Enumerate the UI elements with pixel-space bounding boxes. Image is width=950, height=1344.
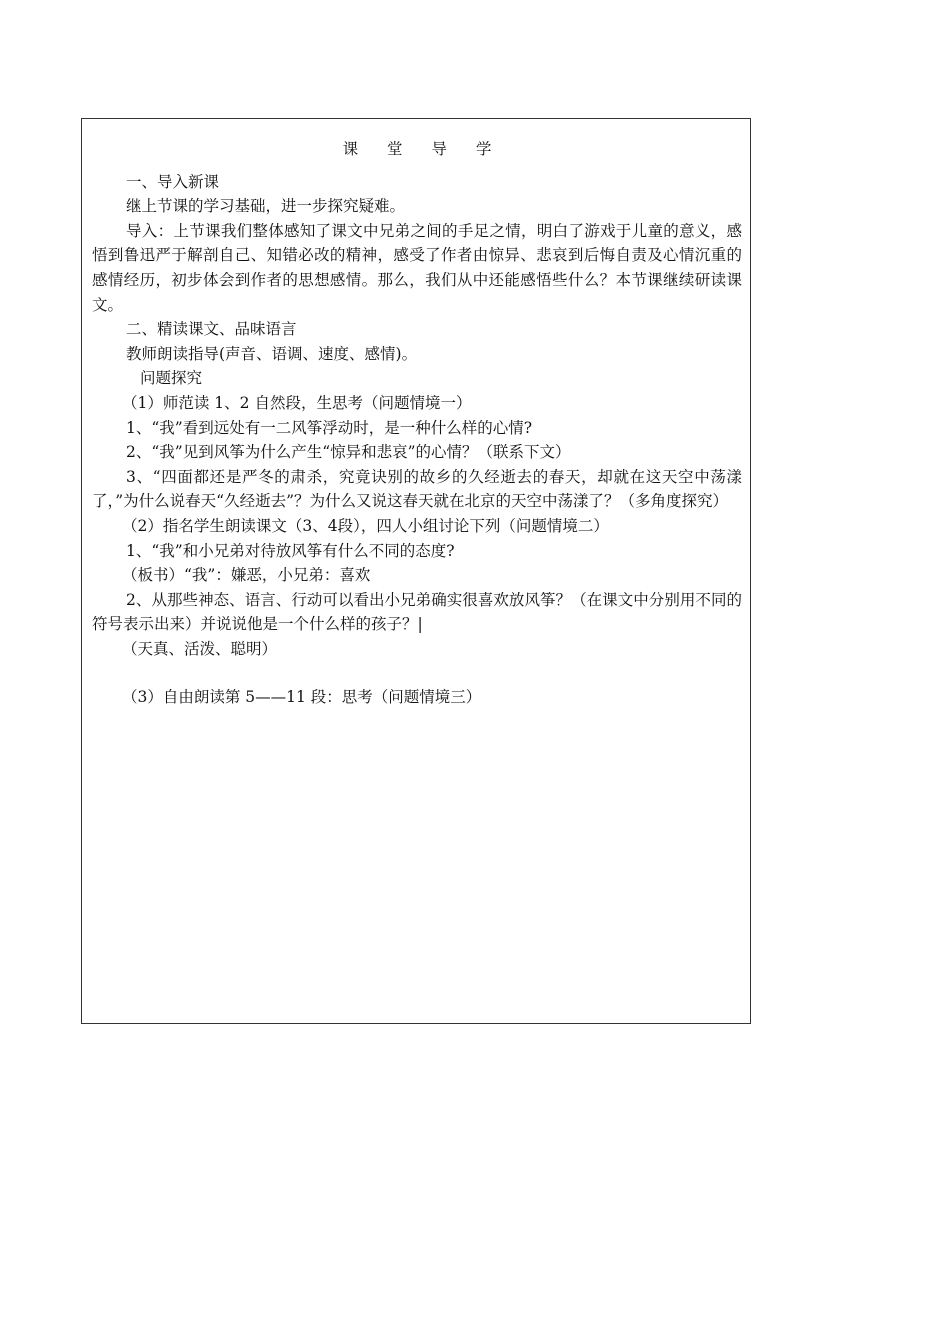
question: 1、“我”和小兄弟对待放风筝有什么不同的态度? — [126, 541, 455, 560]
page-title: 课 堂 导 学 — [342, 140, 504, 158]
paragraph: （天真、活泼、聪明） — [122, 639, 278, 658]
lesson-box — [81, 118, 751, 1024]
paragraph: 导入：上节课我们整体感知了课文中兄弟之间的手足之情，明白了游戏于儿童的意义，感悟到鲁迅严于解剖自己、知错必改的精神，感受了作者由惊异、悲哀到后悔自责及心情沉重的感情经历，初步体会到作者的思想感情。那么，我们从中还能感悟些什么？本节课继续研读课文。 — [92, 221, 742, 314]
question: 2、“我”见到风筝为什么产生“惊异和悲哀”的心情？（联系下文） — [126, 443, 571, 462]
paragraph: 教师朗读指导(声音、语调、速度、感情)。 — [126, 344, 418, 363]
question: 3、“四面都还是严冬的肃杀，究竟诀别的故乡的久经逝去的春天，却就在这天空中荡漾了，”为什么说春天“久经逝去”？为什么又说这春天就在北京的天空中荡漾了？（多角度探究） — [92, 467, 742, 511]
subheading: 问题探究 — [140, 369, 203, 388]
paragraph: （2）指名学生朗读课文（3、4段），四人小组讨论下列（问题情境二） — [122, 516, 609, 535]
question: 2、从那些神态、语言、行动可以看出小兄弟确实很喜欢放风筝？（在课文中分别用不同的符号表示出来）并说说他是一个什么样的孩子？| — [92, 590, 742, 634]
question: 1、“我”看到远处有一二风筝浮动时，是一种什么样的心情? — [126, 418, 533, 437]
paragraph: （板书）“我”：嫌恶，小兄弟：喜欢 — [122, 566, 371, 585]
section-heading: 二、精读课文、品味语言 — [126, 320, 297, 339]
spacer — [92, 661, 742, 685]
section-heading: 一、导入新课 — [126, 172, 220, 191]
lesson-content — [92, 137, 742, 710]
paragraph: （3）自由朗读第 5——11 段：思考（问题情境三） — [122, 688, 482, 707]
paragraph: 继上节课的学习基础，进一步探究疑难。 — [126, 197, 406, 216]
paragraph: （1）师范读 1、2 自然段，生思考（问题情境一） — [122, 393, 472, 412]
